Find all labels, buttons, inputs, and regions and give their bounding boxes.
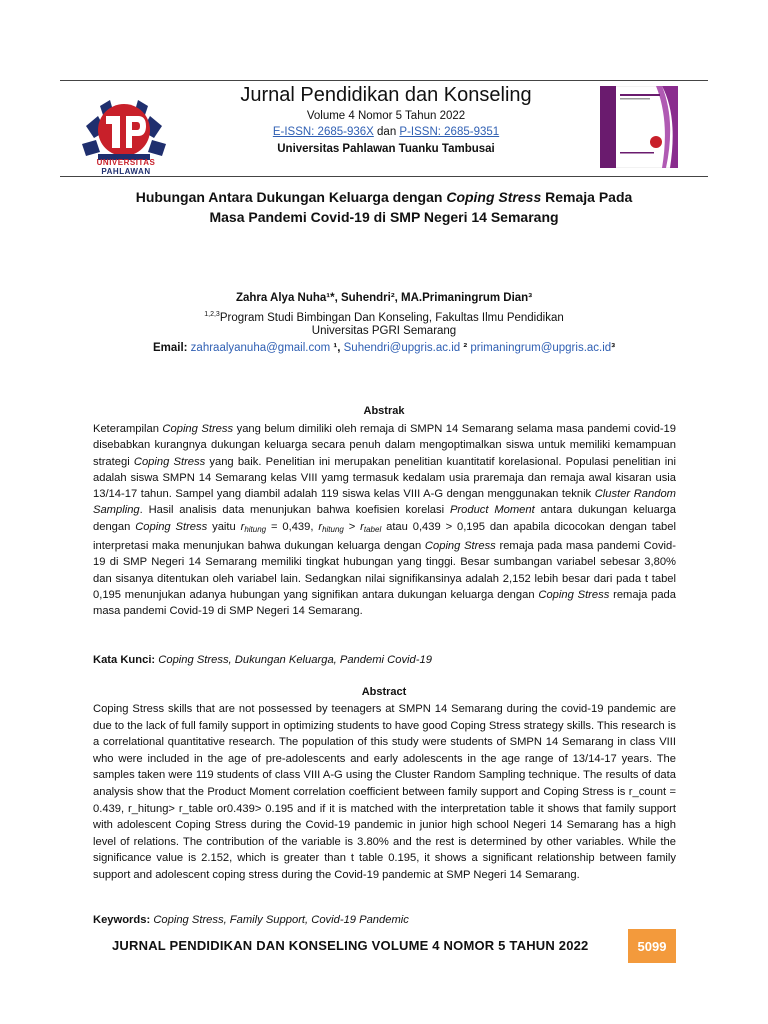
email-line: Email: zahraalyanuha@gmail.com ¹, Suhendri@upgris.ac.id ² primaningrum@upgris.ac.id³: [152, 342, 616, 354]
author-names: Zahra Alya Nuha¹*, Suhendri², MA.Primaningrum Dian³: [235, 292, 533, 304]
university-name: Universitas Pahlawan Tuanku Tambusai: [277, 143, 495, 155]
paper-title-line-2: Masa Pandemi Covid-19 di SMP Negeri 14 Semarang: [209, 209, 559, 225]
footer-journal-line: JURNAL PENDIDIKAN DAN KONSELING VOLUME 4 NOMOR 5 TAHUN 2022: [112, 938, 589, 953]
volume-line: Volume 4 Nomor 5 Tahun 2022: [306, 110, 466, 122]
email-link-1[interactable]: zahraalyanuha@gmail.com: [190, 342, 331, 354]
page-number: 5099: [628, 929, 676, 963]
abstract-heading: Abstract: [361, 686, 407, 698]
affiliation-program: $^{1,2,3}$Program Studi Bimbingan Dan Konseling, Fakultas Ilmu Pendidikan: [204, 311, 564, 324]
journal-cover-image: [600, 86, 678, 168]
eissn-link[interactable]: E-ISSN: 2685-936X: [272, 126, 374, 138]
abstrak-heading: Abstrak: [363, 405, 405, 417]
issn-line: [180, 126, 592, 138]
affiliation-university: Universitas PGRI Semarang: [311, 325, 457, 337]
paper-title: [60, 187, 708, 227]
email-link-2[interactable]: Suhendri@upgris.ac.id: [343, 342, 461, 354]
journal-title: Jurnal Pendidikan dan Konseling: [240, 84, 532, 106]
paper-title-line-1: Hubungan Antara Dukungan Keluarga dengan Coping Stress Remaja Pada: [135, 189, 633, 205]
abstrak-body: Keterampilan Coping Stress yang belum dimiliki oleh remaja di SMPN 14 Semarang selama masa pandemi covid-19 disebabkan kurangnya dukungan keluarga secara penuh dalam mengoptimalkan siswa untuk memiliki kemampuan strategi Coping Stress yang baik. Penelitian ini merupakan penelitian kuantitatif korelasional. Populasi penelitian ini adalah siswa SMPN 14 Semarang kelas VIII yamg termasuk kedalam usia praremaja dan remaja awal kisaran usia 13/14-17 tahun. Sampel yang diambil adalah 119 siswa kelas VIII A-G dengan menggunakan teknik Cluster Random Sampling. Hasil analisis data menunjukan bahwa koefisien korelasi Product Moment antara dukungan keluarga dengan Coping Stress yaitu $r_{hitung} = 0,439$, $r_{hitung} > r_{tabel}$ atau 0,439 > 0,195 dan apabila dicocokan dengan tabel interpretasi maka menunjukan bahwa dukungan keluarga dengan Coping Stress remaja pada masa pandemi Covid-19 di SMP Negeri 14 Semarang memiliki tingkat hubungan yang tinggi. Besar sumbangan variabel sebesar 3,80% dan sisanya ditentukan oleh variabel lain. Sedangkan nilai signifikansinya adalah 2,152 lebih besar dari pada t tabel 0,195 menunjukan adanya hubungan yang signifikan antara dukungan keluarga dengan Coping Stress remaja pada masa pandemi Covid-19 di SMP Negeri 14 Semarang.: [93, 423, 676, 618]
abstract-body: Coping Stress skills that are not possessed by teenagers at SMPN 14 Semarang during the covid-19 pandemic are due to the lack of full family support in optimizing students to have good Coping Stress strategy skills. This research is a correlational quantitative research. The population of this study were students of SMPN 14 Semarang in class VIII who were included in the age of pre-adolescents and early adolescents in the age range of 13/14-17 years. The samples taken were 119 students of class VIII A-G using the Cluster Random Sampling technique. The results of data analysis show that the Product Moment correlation coefficient between family support and Coping Stress is r_count = 0.439, r_hitung> r_table or0.439> 0.195 and if it is matched with the interpretation table it shows that family support with adolescent Coping Stress during the Covid-19 pandemic in junior high school Negeri 14 Semarang has a high level of relations. The contribution of the variable is 3.80% and the rest is determined by other variables. While the significance value is 2.152, which is greater than t table 0.195, it shows a significant relationship between family support and adolescent coping stress during the Covid-19 pandemic at SMP Negeri 14 Semarang.: [93, 703, 676, 881]
logo-caption: [80, 158, 172, 176]
kata-kunci: Kata Kunci: Coping Stress, Dukungan Keluarga, Pandemi Covid-19: [93, 654, 432, 666]
issn-dan: dan: [373, 126, 400, 138]
pissn-link[interactable]: P-ISSN: 2685-9351: [399, 126, 500, 138]
top-rule: [60, 80, 708, 81]
logo-text-1: UNIVERSITAS: [96, 158, 156, 167]
logo-text-2: PAHLAWAN: [101, 167, 151, 176]
keywords: Keywords: Coping Stress, Family Support, Covid-19 Pandemic: [93, 914, 409, 926]
email-link-3[interactable]: primaningrum@upgris.ac.id: [470, 342, 612, 354]
